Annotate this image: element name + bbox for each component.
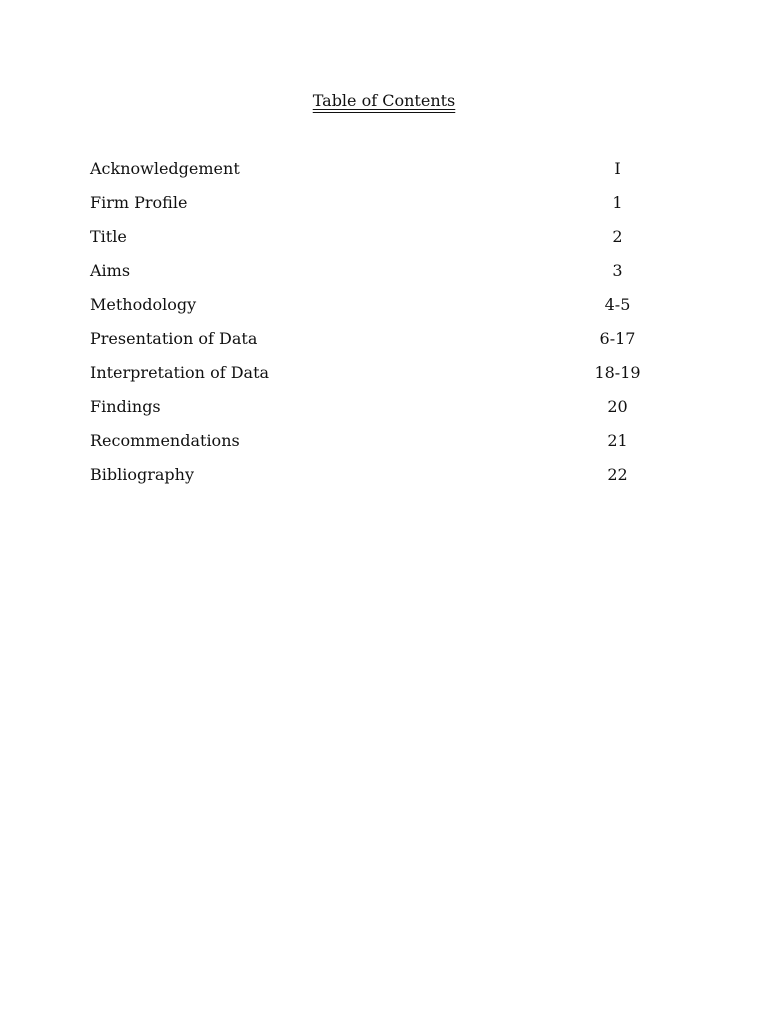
toc-entry-presentation-of-data bbox=[90, 328, 660, 362]
toc-entry-page: 21 bbox=[607, 431, 628, 450]
toc-entry-page: 4-5 bbox=[604, 295, 631, 314]
toc-entry-aims bbox=[90, 260, 660, 294]
toc-entry-label: Firm Profile bbox=[90, 193, 188, 212]
toc-entry-label: Methodology bbox=[90, 295, 197, 314]
toc-entry-page: 20 bbox=[607, 397, 628, 416]
toc-entry-page: 6-17 bbox=[599, 329, 636, 348]
toc-entry-label: Aims bbox=[90, 261, 131, 280]
toc-entry-label: Acknowledgement bbox=[90, 159, 240, 178]
toc-entry-label: Title bbox=[90, 227, 127, 246]
toc-entry-label: Findings bbox=[90, 397, 161, 416]
toc-entry-bibliography bbox=[90, 464, 660, 498]
toc-entry-label: Recommendations bbox=[90, 431, 240, 450]
toc-title-text: Table of Contents bbox=[312, 91, 456, 110]
toc-entry-page: 18-19 bbox=[594, 363, 641, 382]
toc-entry-label: Presentation of Data bbox=[90, 329, 258, 348]
toc-entry-findings bbox=[90, 396, 660, 430]
toc-entry-recommendations bbox=[90, 430, 660, 464]
toc-entry-page: 22 bbox=[607, 465, 628, 484]
toc-entry-interpretation-of-data bbox=[90, 362, 660, 396]
toc-list bbox=[90, 158, 660, 498]
toc-entry-firm-profile bbox=[90, 192, 660, 226]
toc-entry-page: I bbox=[614, 159, 621, 178]
toc-entry-page: 2 bbox=[612, 227, 623, 246]
toc-heading bbox=[0, 90, 768, 112]
toc-entry-title bbox=[90, 226, 660, 260]
toc-entry-methodology bbox=[90, 294, 660, 328]
toc-entry-label: Interpretation of Data bbox=[90, 363, 270, 382]
toc-entry-label: Bibliography bbox=[90, 465, 194, 484]
toc-entry-page: 1 bbox=[612, 193, 623, 212]
toc-entry-acknowledgement bbox=[90, 158, 660, 192]
toc-entry-page: 3 bbox=[612, 261, 623, 280]
